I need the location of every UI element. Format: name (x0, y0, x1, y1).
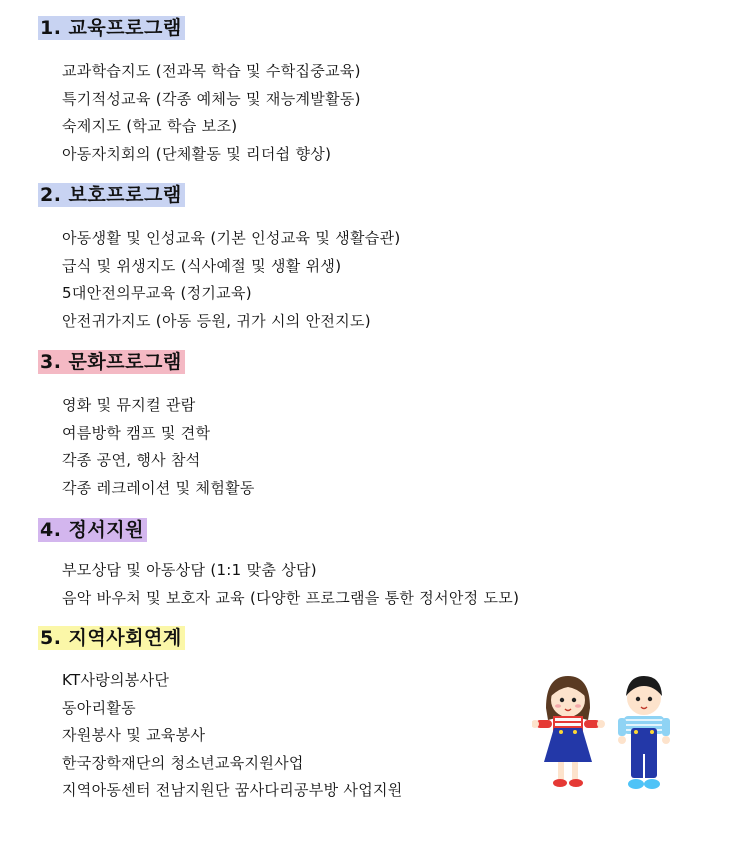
list-item: 급식 및 위생지도 (식사예절 및 생활 위생) (62, 256, 342, 275)
item-list (62, 392, 255, 502)
section-heading: 4. 정서지원 (38, 518, 147, 542)
list-item: 안전귀가지도 (아동 등원, 귀가 시의 안전지도) (62, 311, 371, 330)
list-item: 교과학습지도 (전과목 학습 및 수학집중교육) (62, 62, 361, 80)
list-item: 아동생활 및 인성교육 (기본 인성교육 및 생활습관) (62, 229, 401, 247)
item-list (62, 557, 519, 612)
girl-figure (532, 676, 605, 787)
list-item: 각종 공연, 행사 참석 (62, 451, 201, 469)
section-heading: 3. 문화프로그램 (38, 350, 185, 374)
section-heading: 2. 보호프로그램 (38, 183, 185, 207)
children-illustration (532, 670, 682, 805)
list-item: 아동자치회의 (단체활동 및 리더쉽 향상) (62, 144, 332, 163)
list-item: KT사랑의봉사단 (62, 671, 170, 689)
list-item: 5대안전의무교육 (정기교육) (62, 284, 252, 302)
section-heading: 1. 교육프로그램 (38, 16, 185, 40)
list-item: 각종 레크레이션 및 체험활동 (62, 478, 255, 497)
list-item: 특기적성교육 (각종 예체능 및 재능계발활동) (62, 89, 361, 108)
list-item: 부모상담 및 아동상담 (1:1 맞춤 상담) (62, 561, 317, 579)
list-item: 여름방학 캠프 및 견학 (62, 423, 211, 442)
item-list (62, 58, 361, 168)
list-item: 지역아동센터 전남지원단 꿈사다리공부방 사업지원 (62, 781, 403, 799)
item-list (62, 225, 401, 335)
list-item: 한국장학재단의 청소년교육지원사업 (62, 753, 304, 772)
section-heading: 5. 지역사회연계 (38, 626, 185, 650)
list-item: 자원봉사 및 교육봉사 (62, 726, 206, 744)
list-item: 동아리활동 (62, 698, 136, 717)
list-item: 영화 및 뮤지컬 관람 (62, 396, 196, 414)
list-item: 숙제지도 (학교 학습 보조) (62, 117, 238, 135)
list-item: 음악 바우처 및 보호자 교육 (다양한 프로그램을 통한 정서안정 도모) (62, 588, 520, 607)
item-list (62, 667, 403, 805)
boy-figure (618, 676, 670, 789)
